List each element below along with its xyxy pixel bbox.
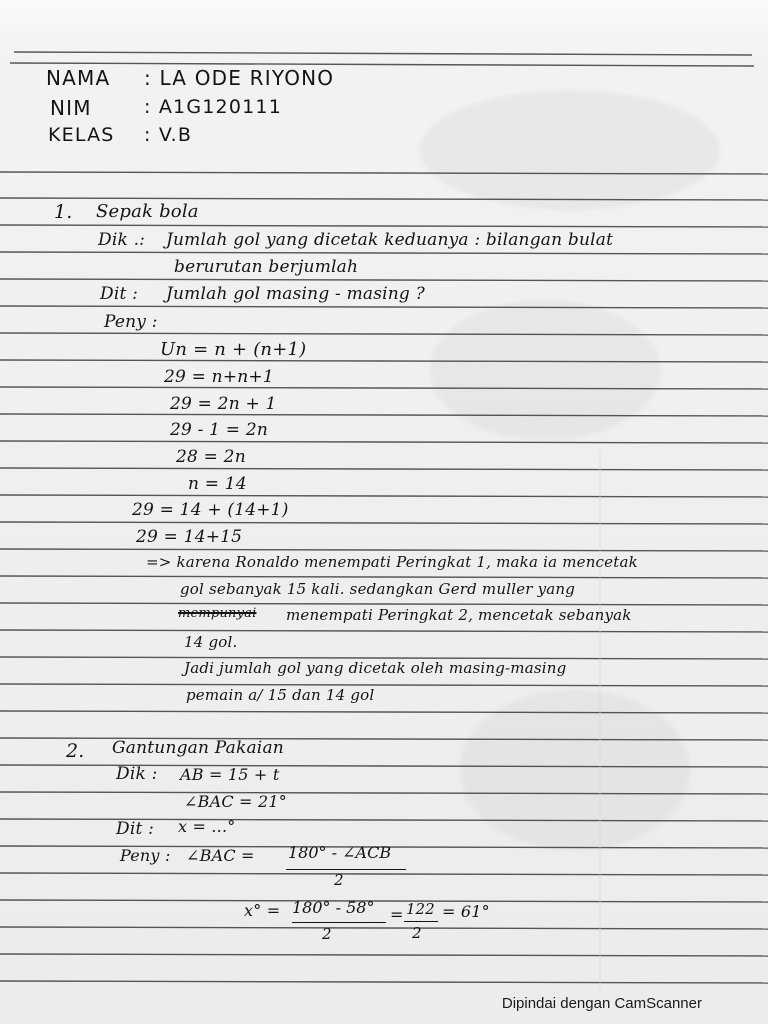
q2-eq2-denominator: 2 bbox=[322, 925, 332, 943]
q2-eq2-fraction-bar-2 bbox=[404, 921, 438, 922]
q1-step: 29 = 14 + (14+1) bbox=[132, 500, 289, 520]
q1-conclusion-line: Jadi jumlah gol yang dicetak oleh masing-masing bbox=[184, 659, 567, 677]
q1-step: 29 = 2n + 1 bbox=[170, 394, 277, 414]
q1-step: 29 = n+n+1 bbox=[164, 367, 274, 387]
q2-eq2-equals: = bbox=[390, 905, 404, 924]
q2-dik-line2: ∠BAC = 21° bbox=[184, 792, 287, 811]
nama-value: : LA ODE RIYONO bbox=[144, 66, 335, 90]
nama-label: NAMA bbox=[46, 66, 111, 90]
q1-number: 1. bbox=[54, 201, 73, 223]
q1-dit-label: Dit : bbox=[100, 284, 139, 304]
q2-dik-label: Dik : bbox=[116, 764, 158, 784]
q1-step: 29 = 14+15 bbox=[136, 527, 243, 547]
q1-step: n = 14 bbox=[188, 474, 247, 494]
nim-value: : A1G120111 bbox=[144, 96, 282, 118]
q1-conclusion-line: 14 gol. bbox=[184, 633, 238, 651]
q2-eq1-numerator: 180° - ∠ACB bbox=[288, 843, 392, 862]
q2-eq1-fraction-bar bbox=[286, 869, 406, 870]
q2-dik-line1: AB = 15 + t bbox=[180, 765, 280, 784]
q1-conclusion-line: pemain a/ 15 dan 14 gol bbox=[186, 686, 375, 704]
q1-peny-label: Peny : bbox=[104, 312, 158, 332]
q2-eq2-fraction-bar bbox=[292, 922, 386, 923]
kelas-value: : V.B bbox=[144, 124, 193, 146]
q1-conclusion-line: menempati Peringkat 2, mencetak sebanyak bbox=[286, 606, 632, 624]
q1-conclusion-line: => karena Ronaldo menempati Peringkat 1, maka ia mencetak bbox=[146, 553, 638, 571]
q1-struck-word: mempunyai bbox=[178, 606, 257, 621]
q2-eq2-numerator-2: 122 bbox=[406, 900, 435, 918]
q1-step: 29 - 1 = 2n bbox=[170, 420, 269, 440]
q1-dik-label: Dik .: bbox=[98, 230, 146, 250]
scanner-watermark: Dipindai dengan CamScanner bbox=[501, 995, 702, 1012]
q2-eq2-left: x° = bbox=[244, 901, 281, 920]
q2-eq2-denominator-2: 2 bbox=[412, 924, 422, 942]
q1-dik-line1: Jumlah gol yang dicetak keduanya : bilangan bulat bbox=[166, 230, 614, 250]
q2-peny-label: Peny : bbox=[120, 846, 171, 865]
q1-dit-text: Jumlah gol masing - masing ? bbox=[166, 284, 425, 304]
q1-step: 28 = 2n bbox=[176, 447, 246, 467]
q1-conclusion-line: gol sebanyak 15 kali. sedangkan Gerd muller yang bbox=[180, 580, 576, 598]
q1-step: Un = n + (n+1) bbox=[160, 339, 307, 360]
q1-dik-line2: berurutan berjumlah bbox=[174, 257, 359, 277]
q2-eq2-result: = 61° bbox=[442, 902, 490, 921]
q2-eq1-denominator: 2 bbox=[334, 871, 344, 889]
q2-eq2-numerator: 180° - 58° bbox=[292, 898, 375, 917]
q2-number: 2. bbox=[66, 740, 85, 762]
kelas-label: KELAS bbox=[48, 124, 115, 146]
nim-label: NIM bbox=[50, 96, 92, 120]
q2-title: Gantungan Pakaian bbox=[112, 738, 284, 758]
q2-eq1-left: ∠BAC = bbox=[186, 846, 255, 865]
q2-dit-label: Dit : bbox=[116, 819, 155, 839]
q2-dit-text: x = ...° bbox=[178, 817, 236, 836]
q1-title: Sepak bola bbox=[96, 201, 199, 222]
